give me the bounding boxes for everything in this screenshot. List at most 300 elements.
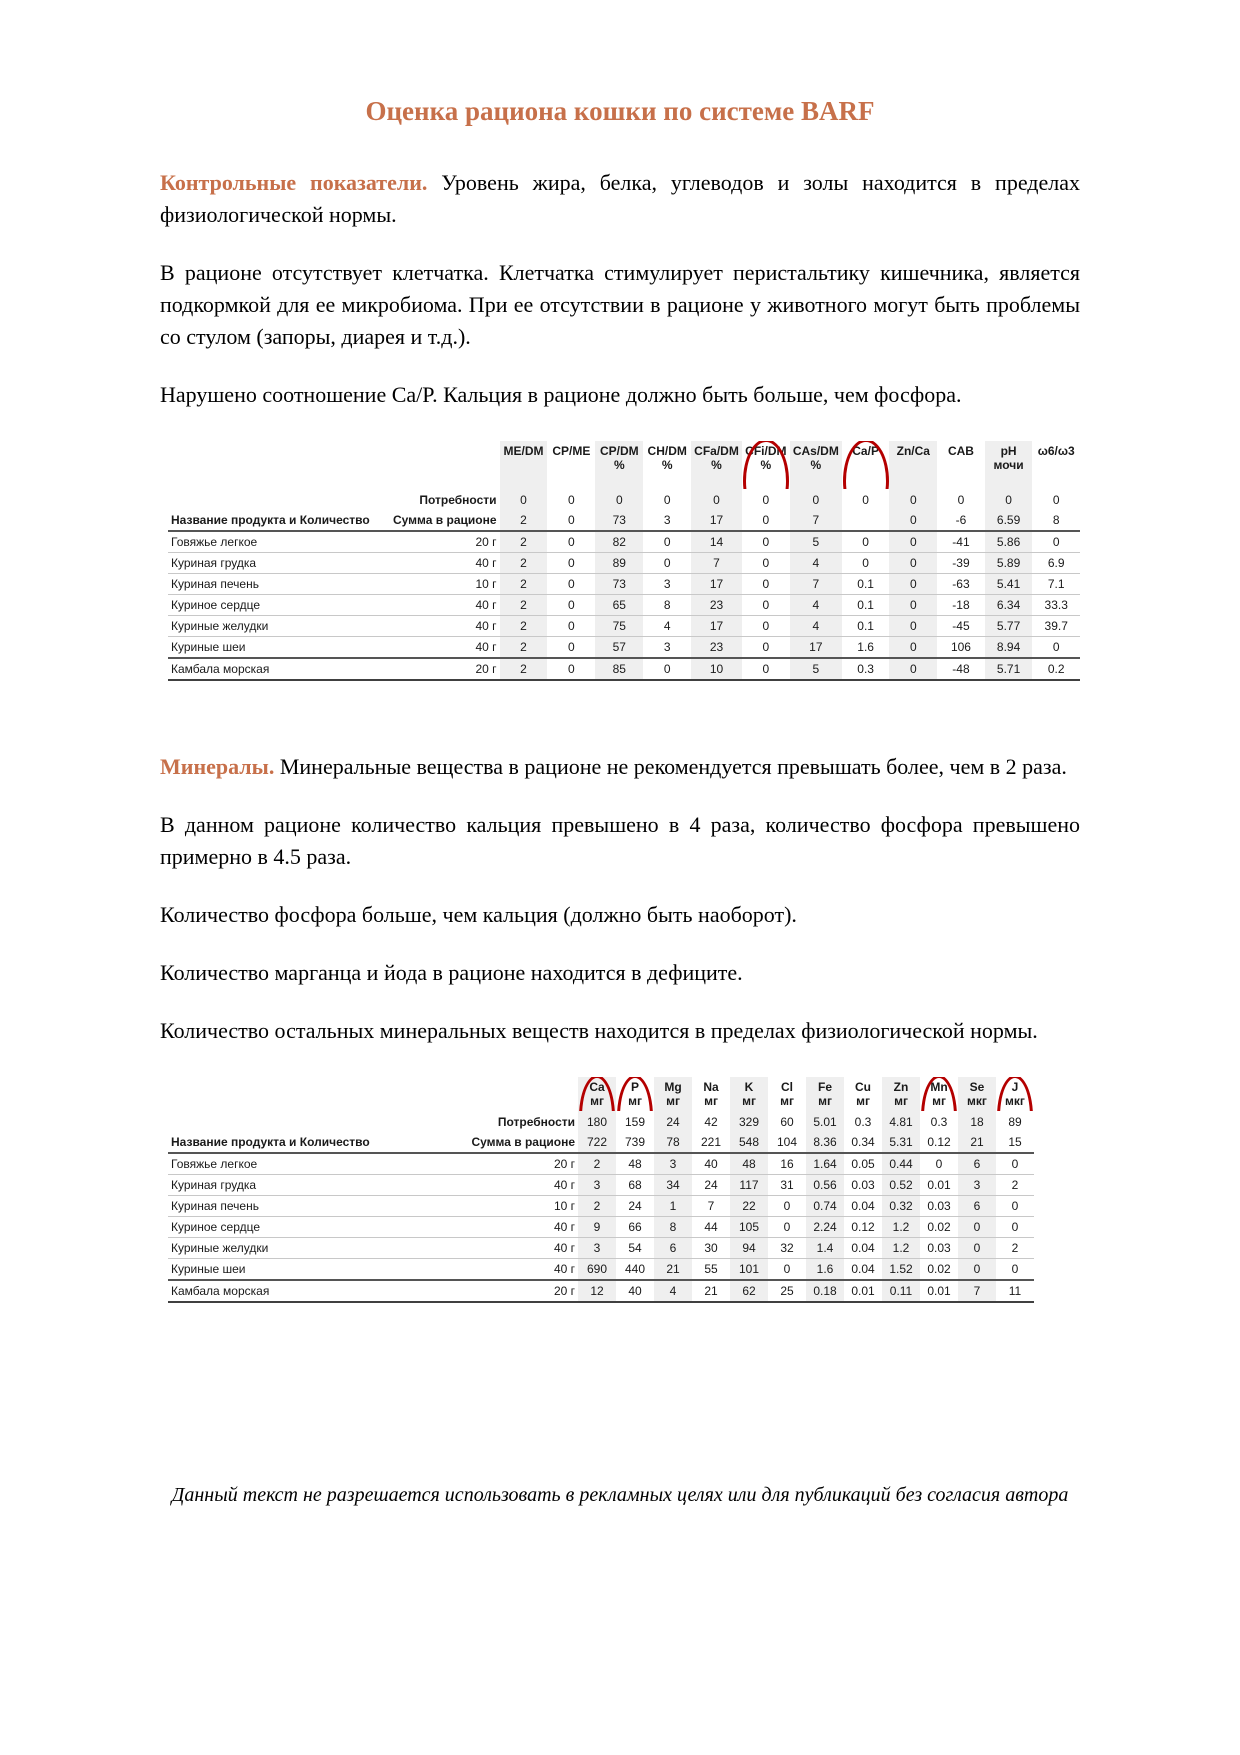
needs-value: 329	[730, 1111, 768, 1132]
column-unit: мг	[742, 1094, 756, 1108]
footer-copyright-note: Данный текст не разрешается использовать в рекламных целях или для публикаций без согласия автора	[171, 1484, 1069, 1506]
needs-value: 60	[780, 1114, 794, 1129]
product-value: 0	[889, 553, 937, 574]
needs-value: 0	[790, 489, 842, 510]
product-row	[168, 553, 1080, 574]
product-value: 1.2	[882, 1217, 920, 1238]
product-value: 1	[654, 1196, 692, 1217]
product-name: Камбала морская	[168, 658, 390, 680]
page-title: Оценка рациона кошки по системе BARF	[365, 96, 875, 126]
product-value: 3	[958, 1175, 996, 1196]
product-value: 6.34	[985, 595, 1033, 616]
product-name: Куриные шеи	[168, 637, 390, 659]
sum-value: 15	[1008, 1135, 1022, 1149]
column-unit: мг	[666, 1094, 680, 1108]
product-value: 24	[692, 1175, 730, 1196]
column-label: ME/DM	[503, 444, 544, 458]
product-value: 5.86	[985, 531, 1033, 553]
product-value: 0.11	[882, 1280, 920, 1302]
product-value: 33.3	[1032, 595, 1080, 616]
needs-value: 0.3	[854, 1114, 872, 1129]
product-value: 5.41	[985, 574, 1033, 595]
product-value: 0	[547, 637, 595, 659]
product-value: 3	[578, 1238, 616, 1259]
column-header-Mn	[920, 1077, 958, 1111]
column-header-Cl	[768, 1077, 806, 1111]
needs-value: 0	[691, 489, 742, 510]
product-name: Куриные желудки	[168, 616, 390, 637]
product-value: 48	[730, 1153, 768, 1175]
minerals-section-heading: Минералы.	[160, 754, 275, 779]
product-value: 0	[996, 1153, 1034, 1175]
needs-value: 180	[578, 1111, 616, 1132]
product-value: 44	[692, 1217, 730, 1238]
product-value: 7	[958, 1280, 996, 1302]
product-row	[168, 1196, 1034, 1217]
product-value: 3	[654, 1153, 692, 1175]
product-row	[168, 574, 1080, 595]
product-value: 106	[937, 637, 985, 659]
product-value: 16	[768, 1153, 806, 1175]
minerals-paragraph-3: Количество фосфора больше, чем кальция (должно быть наоборот).	[160, 902, 797, 927]
product-quantity: 40 г	[468, 1217, 578, 1238]
product-value: 2	[500, 595, 548, 616]
product-value: 0.32	[882, 1196, 920, 1217]
product-value: 48	[616, 1153, 654, 1175]
column-header-Zn/Ca	[889, 441, 937, 489]
sum-value: 104	[776, 1135, 798, 1149]
column-header-Mg	[654, 1077, 692, 1111]
sum-label: Сумма в рационе	[471, 1135, 575, 1149]
needs-value: 159	[624, 1114, 646, 1129]
product-value: 75	[595, 616, 643, 637]
product-value: 11	[996, 1280, 1034, 1302]
column-header-Se	[958, 1077, 996, 1111]
product-name: Куриные шеи	[168, 1259, 468, 1281]
column-unit: мг	[590, 1094, 604, 1108]
product-value: 2	[500, 616, 548, 637]
control-paragraph-2: В рационе отсутствует клетчатка. Клетчатка стимулирует перистальтику кишечника, является подкормкой для ее микробиома. При ее отсутствии в рационе у животного могут быть проблемы со стулом (запоры, диарея и т.д.).	[160, 260, 1080, 349]
product-value: 0	[742, 616, 790, 637]
column-label: CFa/DM	[694, 444, 739, 458]
product-value: 0	[768, 1217, 806, 1238]
product-value: 2	[500, 531, 548, 553]
product-value: 0.01	[920, 1175, 958, 1196]
product-row	[168, 595, 1080, 616]
product-quantity: 40 г	[390, 616, 500, 637]
name-column-header: Название продукта и Количество	[171, 513, 370, 527]
product-value: 55	[692, 1259, 730, 1281]
product-quantity: 20 г	[468, 1280, 578, 1302]
product-value: 117	[730, 1175, 768, 1196]
column-unit	[1035, 458, 1077, 472]
needs-value: 0	[957, 492, 965, 507]
sum-value: 0	[889, 510, 937, 531]
product-quantity: 20 г	[390, 658, 500, 680]
product-value: 0.01	[920, 1280, 958, 1302]
product-value: 0	[920, 1153, 958, 1175]
product-quantity: 40 г	[468, 1259, 578, 1281]
product-value: 21	[654, 1259, 692, 1281]
column-header-CFi/DM	[742, 441, 790, 489]
product-value: 0	[547, 531, 595, 553]
column-unit: %	[760, 458, 772, 472]
product-value: 2	[500, 637, 548, 659]
product-row	[168, 531, 1080, 553]
product-value: 7	[790, 574, 842, 595]
product-value: 22	[730, 1196, 768, 1217]
product-name: Куриная грудка	[168, 1175, 468, 1196]
product-value: 3	[643, 637, 691, 659]
product-value: 7.1	[1032, 574, 1080, 595]
sum-value: 548	[730, 1132, 768, 1153]
column-unit: мкг	[967, 1094, 987, 1108]
column-unit	[845, 458, 887, 472]
control-text-1: Уровень жира, белка, углеводов и золы находится в пределах физиологической нормы.	[160, 170, 1080, 227]
product-value: 1.6	[842, 637, 890, 659]
column-header-CFa/DM	[691, 441, 742, 489]
product-name: Куриное сердце	[168, 595, 390, 616]
column-unit	[550, 458, 592, 472]
product-value: 0.04	[844, 1259, 882, 1281]
product-value: 0.01	[844, 1280, 882, 1302]
minerals-table-wrap	[168, 1077, 1080, 1303]
product-value: 0	[547, 553, 595, 574]
sum-label: Сумма в рационе	[393, 513, 497, 527]
column-header-Ca	[578, 1077, 616, 1111]
column-unit: %	[810, 458, 822, 472]
column-label: ω6/ω3	[1037, 444, 1075, 458]
column-header-Cu	[844, 1077, 882, 1111]
product-value: 5.77	[985, 616, 1033, 637]
product-value: 4	[654, 1280, 692, 1302]
product-value: 0	[842, 553, 890, 574]
product-value: 0.74	[806, 1196, 844, 1217]
product-value: 4	[790, 595, 842, 616]
header-name-spacer	[168, 441, 390, 489]
product-row	[168, 1175, 1034, 1196]
product-value: 39.7	[1032, 616, 1080, 637]
product-name: Говяжье легкое	[168, 531, 390, 553]
column-label: pH мочи	[993, 444, 1024, 472]
product-value: 4	[790, 553, 842, 574]
column-unit: мг	[932, 1094, 946, 1108]
product-value: 0.1	[842, 616, 890, 637]
needs-value: 0	[985, 489, 1033, 510]
needs-value: 0	[1052, 492, 1060, 507]
sum-value: 6.59	[985, 510, 1033, 531]
needs-value: 18	[958, 1111, 996, 1132]
product-value: 40	[616, 1280, 654, 1302]
product-value: 5	[790, 531, 842, 553]
product-value: 0.04	[844, 1238, 882, 1259]
product-value: 105	[730, 1217, 768, 1238]
column-label: Cl	[781, 1080, 793, 1094]
column-header-pH мочи	[985, 441, 1033, 489]
product-quantity: 40 г	[390, 553, 500, 574]
product-value: 0	[742, 553, 790, 574]
column-header-Zn	[882, 1077, 920, 1111]
product-value: 12	[578, 1280, 616, 1302]
product-row	[168, 616, 1080, 637]
product-value: 0	[958, 1259, 996, 1281]
minerals-text-1: Минеральные вещества в рационе не рекомендуется превышать более, чем в 2 раза.	[279, 754, 1067, 779]
column-label: CAs/DM	[792, 444, 839, 458]
control-section-heading: Контрольные показатели.	[160, 170, 428, 195]
product-value: 0	[889, 595, 937, 616]
needs-value: 0	[500, 489, 548, 510]
product-value: 0	[643, 553, 691, 574]
header-qty-spacer	[390, 441, 500, 489]
product-value: 0	[996, 1196, 1034, 1217]
header-row	[168, 441, 1080, 489]
product-value: 6.9	[1032, 553, 1080, 574]
product-value: 0	[643, 531, 691, 553]
product-value: 9	[578, 1217, 616, 1238]
product-value: 62	[730, 1280, 768, 1302]
product-value: 2	[500, 574, 548, 595]
product-row	[168, 1280, 1034, 1302]
product-value: 21	[692, 1280, 730, 1302]
product-value: 1.2	[882, 1238, 920, 1259]
product-value: 0	[996, 1259, 1034, 1281]
product-value: 0	[889, 616, 937, 637]
needs-row	[168, 1111, 1034, 1132]
product-value: 94	[730, 1238, 768, 1259]
column-label: Zn	[893, 1080, 909, 1094]
product-value: 0	[547, 616, 595, 637]
needs-value: 5.01	[806, 1111, 844, 1132]
sum-value: 7	[790, 510, 842, 531]
column-label: J	[1011, 1080, 1019, 1094]
column-header-CP/DM	[595, 441, 643, 489]
sum-value: 78	[654, 1132, 692, 1153]
column-label: CP/ME	[552, 444, 591, 458]
product-value: -63	[937, 574, 985, 595]
column-unit: мг	[628, 1094, 642, 1108]
column-label: Ca	[589, 1080, 605, 1094]
column-unit	[503, 458, 545, 472]
product-value: 0.44	[882, 1153, 920, 1175]
column-label: K	[744, 1080, 754, 1094]
product-value: 1.52	[882, 1259, 920, 1281]
product-value: 73	[595, 574, 643, 595]
product-value: 66	[616, 1217, 654, 1238]
column-unit	[988, 472, 1030, 486]
sum-value: 0	[568, 513, 575, 527]
product-value: 1.64	[806, 1153, 844, 1175]
product-quantity: 10 г	[468, 1196, 578, 1217]
column-header-ME/DM	[500, 441, 548, 489]
product-value: 8.94	[985, 637, 1033, 659]
product-value: 0	[889, 637, 937, 659]
product-name: Говяжье легкое	[168, 1153, 468, 1175]
product-row	[168, 1153, 1034, 1175]
product-value: 30	[692, 1238, 730, 1259]
sum-value: 3	[663, 513, 671, 527]
column-header-ω6/ω3	[1032, 441, 1080, 489]
product-value: -18	[937, 595, 985, 616]
product-value: 0.03	[920, 1196, 958, 1217]
product-quantity: 20 г	[390, 531, 500, 553]
product-value: 32	[768, 1238, 806, 1259]
sum-row	[168, 1132, 1034, 1153]
header-qty-spacer	[468, 1077, 578, 1111]
sum-value: 2	[500, 510, 548, 531]
column-header-CH/DM	[643, 441, 691, 489]
product-name: Камбала морская	[168, 1280, 468, 1302]
product-value: 4	[643, 616, 691, 637]
product-value: 0	[996, 1217, 1034, 1238]
product-value: 0.02	[920, 1259, 958, 1281]
column-unit: мкг	[1005, 1094, 1025, 1108]
needs-value: 0	[595, 489, 643, 510]
product-value: 0.18	[806, 1280, 844, 1302]
product-value: 23	[691, 595, 742, 616]
column-unit: %	[661, 458, 673, 472]
sum-value: 21	[958, 1132, 996, 1153]
product-value: 0.12	[844, 1217, 882, 1238]
column-unit: мг	[780, 1094, 794, 1108]
product-value: -41	[937, 531, 985, 553]
product-value: 0	[768, 1259, 806, 1281]
product-value: 34	[654, 1175, 692, 1196]
minerals-paragraph-2: В данном рационе количество кальция превышено в 4 раза, количество фосфора превышено примерно в 4.5 раза.	[160, 812, 1080, 869]
product-quantity: 40 г	[468, 1238, 578, 1259]
column-unit: %	[613, 458, 625, 472]
product-value: 5	[790, 658, 842, 680]
product-quantity: 40 г	[468, 1175, 578, 1196]
needs-value: 42	[704, 1114, 718, 1129]
product-name: Куриная грудка	[168, 553, 390, 574]
minerals-paragraph-5: Количество остальных минеральных веществ находится в пределах физиологической нормы.	[160, 1018, 1038, 1043]
product-value: 0	[742, 531, 790, 553]
header-name-spacer	[168, 1077, 468, 1111]
product-value: 40	[692, 1153, 730, 1175]
column-label: Zn/Ca	[896, 444, 930, 458]
product-value: 0.1	[842, 595, 890, 616]
product-name: Куриное сердце	[168, 1217, 468, 1238]
column-label: CAB	[947, 444, 974, 458]
product-value: 2	[996, 1238, 1034, 1259]
product-value: -48	[937, 658, 985, 680]
header-row	[168, 1077, 1034, 1111]
t-control	[168, 441, 1080, 681]
needs-row	[168, 489, 1080, 510]
product-value: 17	[790, 637, 842, 659]
product-value: 0.03	[844, 1175, 882, 1196]
column-unit	[892, 458, 934, 472]
column-label: Ca/P	[852, 444, 879, 458]
product-value: 0	[643, 658, 691, 680]
product-value: 0.04	[844, 1196, 882, 1217]
needs-value: 4.81	[882, 1111, 920, 1132]
product-name: Куриные желудки	[168, 1238, 468, 1259]
product-value: 0	[958, 1217, 996, 1238]
product-value: 0	[742, 595, 790, 616]
product-value: 0	[547, 595, 595, 616]
column-label: Se	[969, 1080, 985, 1094]
product-value: 3	[643, 574, 691, 595]
sum-value: 5.31	[882, 1132, 920, 1153]
sum-value: 8	[1052, 513, 1060, 527]
column-unit: мг	[856, 1094, 870, 1108]
needs-value: 24	[654, 1111, 692, 1132]
product-value: 5.71	[985, 658, 1033, 680]
product-value: 0.2	[1032, 658, 1080, 680]
product-value: 4	[790, 616, 842, 637]
needs-value: 0	[762, 492, 770, 507]
product-value: 690	[578, 1259, 616, 1281]
column-label: CH/DM	[647, 444, 687, 458]
product-value: 8	[654, 1217, 692, 1238]
product-value: 0.03	[920, 1238, 958, 1259]
product-value: 0.02	[920, 1217, 958, 1238]
t-minerals	[168, 1077, 1034, 1303]
product-value: 0.3	[842, 658, 890, 680]
product-value: 23	[691, 637, 742, 659]
product-row	[168, 658, 1080, 680]
product-value: 101	[730, 1259, 768, 1281]
product-value: 0	[547, 658, 595, 680]
product-row	[168, 1217, 1034, 1238]
product-value: 65	[595, 595, 643, 616]
sum-value: 221	[700, 1135, 722, 1149]
product-value: 2.24	[806, 1217, 844, 1238]
product-value: 0	[1032, 531, 1080, 553]
column-header-Fe	[806, 1077, 844, 1111]
column-header-Na	[692, 1077, 730, 1111]
needs-label: Потребности	[497, 1114, 575, 1129]
column-label: Mn	[930, 1080, 948, 1094]
product-value: 0.1	[842, 574, 890, 595]
product-value: 17	[691, 574, 742, 595]
sum-value: 0.12	[927, 1135, 951, 1149]
product-value: 2	[996, 1175, 1034, 1196]
column-label: CFi/DM	[745, 444, 787, 458]
product-quantity: 20 г	[468, 1153, 578, 1175]
product-value: 0	[889, 531, 937, 553]
product-value: 0	[547, 574, 595, 595]
column-header-J	[996, 1077, 1034, 1111]
product-value: 85	[595, 658, 643, 680]
sum-value: -6	[955, 513, 967, 527]
column-unit: мг	[818, 1094, 832, 1108]
product-quantity: 40 г	[390, 595, 500, 616]
column-unit: мг	[704, 1094, 718, 1108]
column-header-Ca/P	[842, 441, 890, 489]
column-header-P	[616, 1077, 654, 1111]
column-label: Mg	[664, 1080, 682, 1094]
product-value: -45	[937, 616, 985, 637]
product-value: 10	[691, 658, 742, 680]
needs-label: Потребности	[419, 492, 497, 507]
sum-row	[168, 510, 1080, 531]
product-value: 2	[578, 1196, 616, 1217]
column-label: Cu	[855, 1080, 871, 1094]
product-value: 17	[691, 616, 742, 637]
product-value: 5.89	[985, 553, 1033, 574]
sum-value: 17	[691, 510, 742, 531]
product-value: -39	[937, 553, 985, 574]
product-name: Куриная печень	[168, 574, 390, 595]
product-value: 6	[654, 1238, 692, 1259]
column-unit: %	[711, 458, 722, 472]
product-row	[168, 1238, 1034, 1259]
minerals-intro-paragraph	[160, 751, 1080, 783]
product-value: 3	[578, 1175, 616, 1196]
product-value: 0	[1032, 637, 1080, 659]
